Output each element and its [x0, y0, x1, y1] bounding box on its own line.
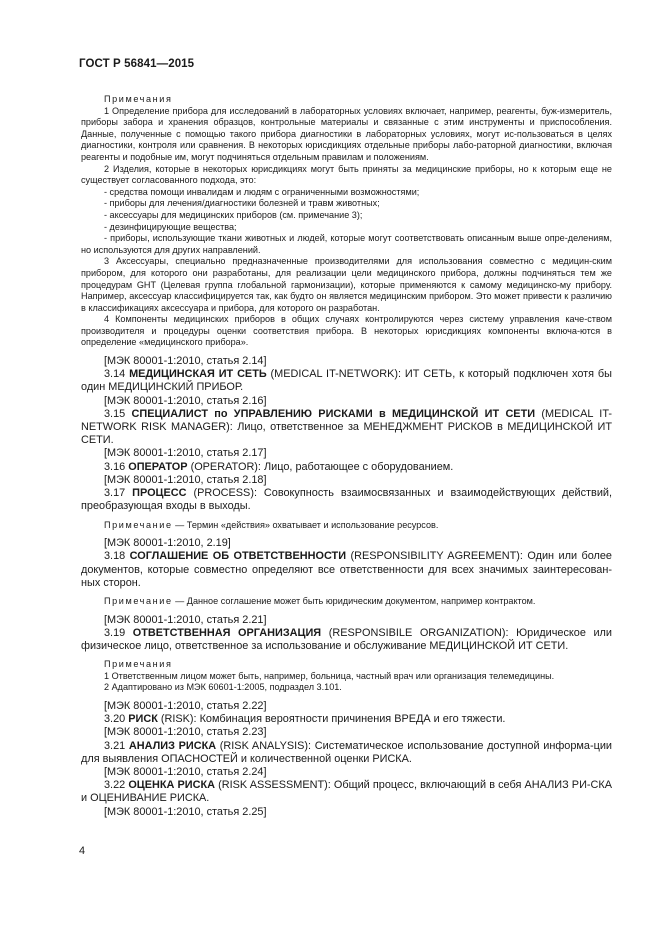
- note-1: 1 Определение прибора для исследований в лабораторных условиях включает, например, реагенты, буж-измеритель, приборы забора и хранения образцов, контрольные материалы и связанные с этим инструменты и приспособления. Данные, полученные с помощью такого прибора диагностики в лабораторных условиях, могут ис-пользоваться в целях диагностики, контроля или сравнения. В некоторых юрисдикциях отдельные приборы лабо-раторной диагностики, включая реагенты и подобные им, могут подчиняться отдельным правилам и положениям.: [81, 105, 612, 162]
- reference: [МЭК 80001-1:2010, статья 2.24]: [104, 765, 267, 778]
- note-1: 1 Ответственным лицом может быть, например, больница, частный врач или организация телемедицины.: [104, 670, 555, 681]
- term-3-17: 3.17 ПРОЦЕСС (PROCESS): Совокупность взаимосвязанных и взаимодействующих действий, преобразующая входы в выходы.: [81, 487, 613, 513]
- note-2: 2 Изделия, которые в некоторых юрисдикциях могут быть приняты за медицинские приборы, но к которым еще не существует согласованного подхода, это:: [81, 163, 612, 186]
- reference: [МЭК 80001-1:2010, статья 2.22]: [104, 699, 267, 712]
- term-3-19: 3.19 ОТВЕТСТВЕННАЯ ОРГАНИЗАЦИЯ (RESPONSIBILE ORGANIZATION): Юридическое или физическое лицо, ответственное за использование и обслуживание МЕДИЦИНСКОЙ ИТ СЕТИ.: [81, 626, 612, 652]
- term-3-20: 3.20 РИСК (RISK): Комбинация вероятности причинения ВРЕДА и его тяжести.: [104, 713, 506, 726]
- term-3-18: 3.18 СОГЛАШЕНИЕ ОБ ОТВЕТСТВЕННОСТИ (RESPONSIBILITY AGREEMENT): Один или более документов, которые совместно определяют все ответственности для всех значимых заинтересован-ных сторон.: [81, 550, 612, 589]
- note-2: 2 Адаптировано из МЭК 60601-1:2005, подраздел 3.101.: [104, 682, 342, 693]
- notes-label: Примечания: [104, 94, 173, 104]
- term-3-16: 3.16 ОПЕРАТОР (OPERATOR): Лицо, работающее с оборудованием.: [104, 460, 454, 473]
- note-bullet: - средства помощи инвалидам и людям с ограниченными возможностями;: [104, 186, 420, 197]
- reference: [МЭК 80001-1:2010, статья 2.17]: [104, 447, 267, 460]
- reference: [МЭК 80001-1:2010, статья 2.25]: [104, 805, 267, 818]
- note-3-17: Примечание — Термин «действия» охватывает и использование ресурсов.: [104, 519, 439, 530]
- reference: [МЭК 80001-1:2010, статья 2.18]: [104, 473, 267, 486]
- note-bullet: - аксессуары для медицинских приборов (см. примечание 3);: [104, 209, 363, 220]
- reference: [МЭК 80001-1:2010, статья 2.16]: [104, 394, 267, 407]
- notes-label: Примечания: [104, 659, 173, 670]
- note-bullet: - приборы для лечения/диагностики болезней и травм животных;: [104, 198, 380, 209]
- term-3-22: 3.22 ОЦЕНКА РИСКА (RISK ASSESSMENT): Общий процесс, включающий в себя АНАЛИЗ РИ-СКА и ОЦЕНИВАНИЕ РИСКА.: [81, 779, 613, 805]
- term-3-21: 3.21 АНАЛИЗ РИСКА (RISK ANALYSIS): Систематическое использование доступной информа-ции для выявления ОПАСНОСТЕЙ и количественной оценки РИСКА.: [81, 739, 612, 765]
- page-content: [81, 94, 612, 819]
- reference: [МЭК 80001-1:2010, статья 2.23]: [104, 726, 267, 739]
- note-bullet: - приборы, использующие ткани животных и людей, которые могут соответствовать описанным выше опре-делениям, но используются для других направлений.: [81, 233, 612, 255]
- note-3: 3 Аксессуары, специально предназначенные производителями для использования совместно с медицин-ским прибором, для которого они разработаны, для реализации цели медицинского прибора, должны подчиняться тем же процедурам GHT (Целевая группа глобальной гармонизации), которые применяются к самому медицинско-му прибору. Например, аксессуар классифицируется так, как будто он является медицинским прибором. Это может привести к различию в классификациях аксессуара и прибора, для которого он разработан.: [81, 256, 612, 313]
- reference: [МЭК 80001-1:2010, статья 2.14]: [104, 355, 267, 368]
- note-3-18: Примечание — Данное соглашение может быть юридическим документом, например контрактом.: [104, 595, 536, 606]
- term-3-15: 3.15 СПЕЦИАЛИСТ по УПРАВЛЕНИЮ РИСКАМИ в МЕДИЦИНСКОЙ ИТ СЕТИ (MEDICAL IT-NETWORK RISK MANAGER): Лицо, ответственное за МЕНЕДЖМЕНТ РИСКОВ в МЕДИЦИНСКОЙ ИТ СЕТИ.: [81, 407, 613, 447]
- page-number: 4: [79, 845, 86, 857]
- document-header: ГОСТ Р 56841—2015: [79, 58, 195, 70]
- reference: [МЭК 80001-1:2010, 2.19]: [104, 537, 231, 550]
- note-4: 4 Компоненты медицинских приборов в общих случаях контролируются через систему управления каче-ством производителя и процедуры оценки соответствия прибора. В некоторых юрисдикциях компоненты включа-ются в определение «медицинского прибора».: [81, 314, 612, 348]
- reference: [МЭК 80001-1:2010, статья 2.21]: [104, 613, 267, 626]
- note-bullet: - дезинфицирующие вещества;: [104, 221, 237, 232]
- term-3-14: 3.14 МЕДИЦИНСКАЯ ИТ СЕТЬ (MEDICAL IT-NETWORK): ИТ СЕТЬ, к который подключен хотя бы один МЕДИЦИНСКИЙ ПРИБОР.: [81, 368, 612, 394]
